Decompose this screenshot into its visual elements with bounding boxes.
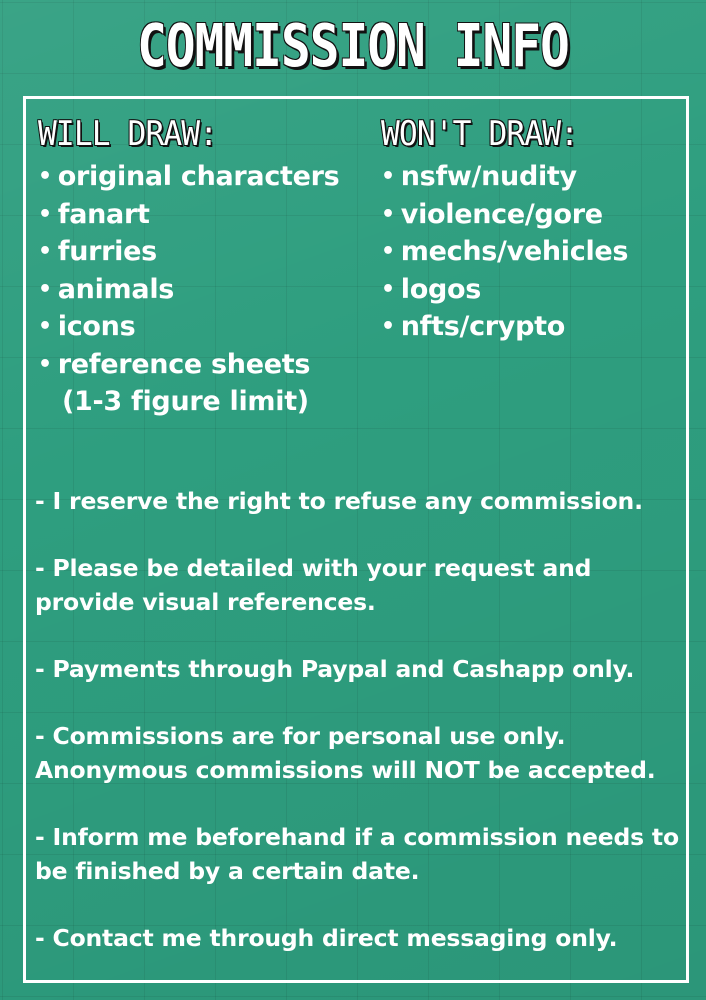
list-item: • icons xyxy=(38,311,136,342)
bullet-icon: • xyxy=(381,314,395,339)
list-item: • mechs/vehicles xyxy=(381,236,629,267)
bullet-icon: • xyxy=(38,239,52,264)
bullet-icon: • xyxy=(381,276,395,302)
bullet-icon: • xyxy=(38,164,52,189)
term-payments: - Payments through Paypal and Cashapp only. xyxy=(35,655,635,683)
will-draw-heading: WILL DRAW: xyxy=(38,114,218,154)
term-personal-use: - Commissions are for personal use only. Anonymous commissions will NOT be accepted. xyxy=(35,722,656,784)
terms-section xyxy=(35,484,685,988)
bullet-icon: • xyxy=(381,201,395,227)
term-details: - Please be detailed with your request and provide visual references. xyxy=(35,554,592,616)
term-deadline: - Inform me beforehand if a commission needs to be finished by a certain date. xyxy=(35,823,679,885)
bullet-icon: • xyxy=(381,164,395,189)
list-item: • nsfw/nudity xyxy=(381,161,577,192)
list-item: • original characters xyxy=(38,161,340,192)
bullet-icon: • xyxy=(38,276,52,302)
will-draw-list xyxy=(38,158,339,421)
page-title: COMMISSION INFO xyxy=(137,12,569,81)
wont-draw-section xyxy=(381,114,628,346)
will-draw-section xyxy=(38,114,339,421)
list-item: • animals xyxy=(38,273,175,305)
wont-draw-heading: WON'T DRAW: xyxy=(381,114,579,154)
list-item: • reference sheets (1-3 figure limit) xyxy=(38,346,339,421)
bullet-icon: • xyxy=(38,201,52,227)
wont-draw-list xyxy=(381,158,628,346)
list-item: • fanart xyxy=(38,198,150,230)
figure-limit-note: (1-3 figure limit) xyxy=(62,386,309,417)
list-item: • logos xyxy=(381,273,482,305)
bullet-icon: • xyxy=(38,351,52,377)
term-refuse: - I reserve the right to refuse any commission. xyxy=(35,487,643,515)
list-item: • nfts/crypto xyxy=(381,311,565,342)
list-item: • violence/gore xyxy=(381,198,603,230)
list-item: • furries xyxy=(38,236,157,267)
term-contact: - Contact me through direct messaging only. xyxy=(35,924,618,952)
bullet-icon: • xyxy=(38,314,52,339)
bullet-icon: • xyxy=(381,239,395,264)
